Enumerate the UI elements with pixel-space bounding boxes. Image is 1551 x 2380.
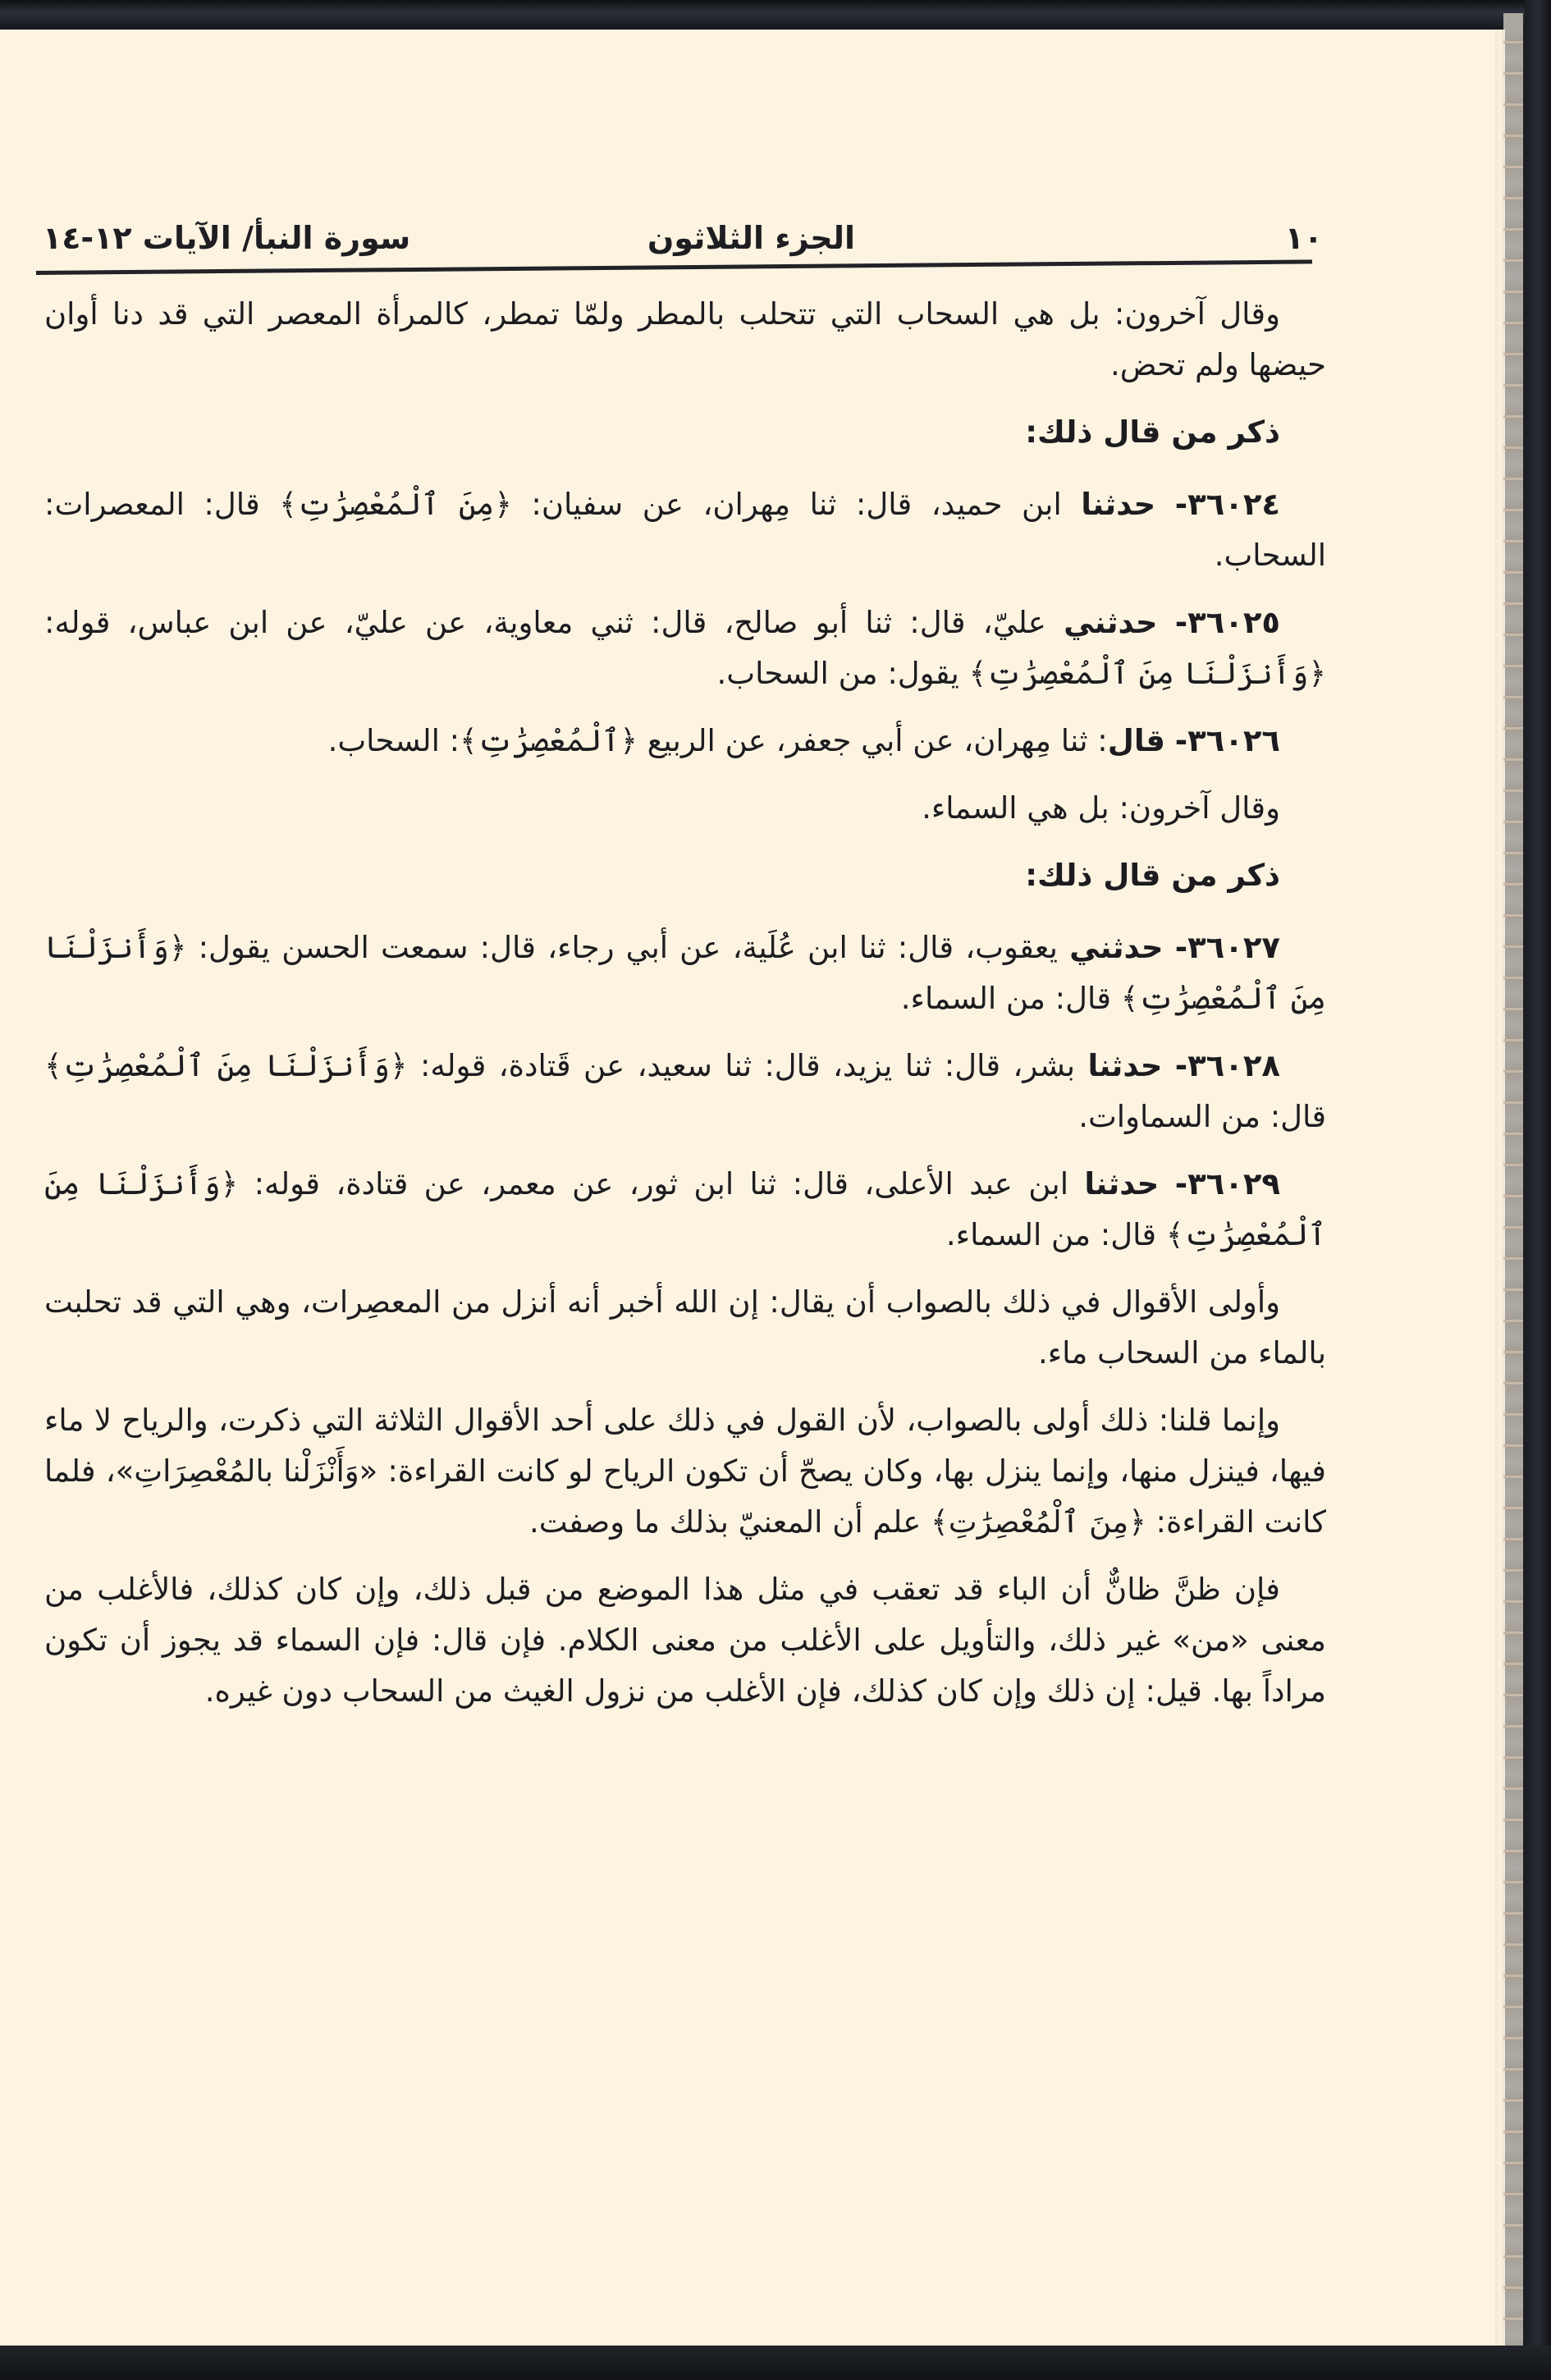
- narration-lead: حدثني: [1064, 605, 1158, 640]
- quran-quote: ﴿وَأَنزَلْنَا مِنَ ٱلْمُعْصِرَٰتِ﴾: [44, 930, 1326, 1016]
- section-heading: ذكر من قال ذلك:: [1025, 858, 1280, 893]
- narration-36026: ٣٦٠٢٦- قال: ثنا مِهران، عن أبي جعفر، عن الربيع ﴿ٱلْمُعْصِرَٰتِ﴾: السحاب.: [327, 723, 1280, 758]
- page-body: [44, 289, 1326, 1733]
- quran-quote: ﴿ٱلْمُعْصِرَٰتِ﴾: [460, 723, 638, 758]
- page-number: ١٠: [1284, 220, 1323, 256]
- narration-36029: ٣٦٠٢٩- حدثنا ابن عبد الأعلى، قال: ثنا ابن ثور، عن معمر، عن قتادة، قوله: ﴿وَأَنزَلْنَا مِنَ ٱلْمُعْصِرَٰتِ﴾ قال: من السماء.: [44, 1166, 1326, 1252]
- narration-lead: حدثنا: [1087, 1048, 1163, 1083]
- paragraph-objection: فإن ظنَّ ظانٌّ أن الباء قد تعقب في مثل هذا الموضع من قبل ذلك، وإن كان كذلك، فالأغلب من معنى «من» غير ذلك، والتأويل على الأغلب من معنى الكلام. فإن قال: فإن السماء قد يجوز أن تكون مراداً بها. قيل: إن ذلك وإن كان كذلك، فإن الأغلب من نزول الغيث من السحاب دون غيره.: [44, 1572, 1326, 1709]
- narration-number: ٣٦٠٢٦-: [1174, 723, 1280, 758]
- narration-number: ٣٦٠٢٧-: [1174, 930, 1280, 965]
- narration-lead: حدثني: [1069, 930, 1164, 965]
- quran-quote: ﴿مِنَ ٱلْمُعْصِرَٰتِ﴾: [279, 487, 512, 522]
- quran-quote: ﴿وَأَنزَلْنَا مِنَ ٱلْمُعْصِرَٰتِ﴾: [968, 656, 1326, 691]
- quran-quote: ﴿وَأَنزَلْنَا مِنَ ٱلْمُعْصِرَٰتِ﴾: [44, 1048, 408, 1083]
- narration-number: ٣٦٠٢٨-: [1174, 1048, 1280, 1083]
- quran-quote: ﴿وَأَنزَلْنَا مِنَ ٱلْمُعْصِرَٰتِ﴾: [44, 1166, 1326, 1252]
- narration-number: ٣٦٠٢٤-: [1174, 487, 1280, 522]
- paragraph-other-opinion-clouds: وقال آخرون: بل هي السحاب التي تتحلب بالمطر ولمّا تمطر، كالمرأة المعصر التي قد دنا أوان حيضها ولم تحض.: [44, 296, 1326, 382]
- narration-number: ٣٦٠٢٩-: [1174, 1166, 1280, 1201]
- section-heading: ذكر من قال ذلك:: [1025, 414, 1280, 450]
- narration-lead: قال: [1107, 723, 1165, 758]
- narration-number: ٣٦٠٢٥-: [1174, 605, 1280, 640]
- paragraph-reasoning: وإنما قلنا: ذلك أولى بالصواب، لأن القول في ذلك على أحد الأقوال الثلاثة التي ذكرت، والرياح لا ماء فيها، فينزل منها، وإنما ينزل بها، وكان يصحّ أن تكون الرياح لو كانت القراءة: «وَأَنْزَلْنا بالمُعْصِرَاتِ»، فلما كانت القراءة: ﴿مِنَ ٱلْمُعْصِرَٰتِ﴾ علم أن المعنيّ بذلك ما وصفت.: [44, 1403, 1326, 1540]
- narration-lead: حدثنا: [1084, 1166, 1160, 1201]
- paragraph-other-opinion-sky: وقال آخرون: بل هي السماء.: [922, 790, 1280, 826]
- book-cover-right: [1525, 0, 1551, 2380]
- narration-36027: ٣٦٠٢٧- حدثني يعقوب، قال: ثنا ابن عُلَية، عن أبي رجاء، قال: سمعت الحسن يقول: ﴿وَأَنزَلْنَا مِنَ ٱلْمُعْصِرَٰتِ﴾ قال: من السماء.: [44, 930, 1326, 1016]
- narration-36024: ٣٦٠٢٤- حدثنا ابن حميد، قال: ثنا مِهران، عن سفيان: ﴿مِنَ ٱلْمُعْصِرَٰتِ﴾ قال: المعصرات: السحاب.: [44, 487, 1326, 573]
- narration-36025: ٣٦٠٢٥- حدثني عليّ، قال: ثنا أبو صالح، قال: ثني معاوية، عن عليّ، عن ابن عباس، قوله: ﴿وَأَنزَلْنَا مِنَ ٱلْمُعْصِرَٰتِ﴾ يقول: من السحاب.: [44, 605, 1326, 691]
- narration-lead: حدثنا: [1081, 487, 1156, 522]
- paragraph-preferred-opinion: وأولى الأقوال في ذلك بالصواب أن يقال: إن الله أخبر أنه أنزل من المعصِرات، وهي التي قد تحلبت بالماء من السحاب ماء.: [44, 1284, 1326, 1371]
- surah-verses: سورة النبأ/ الآيات ١٢-١٤: [43, 220, 411, 256]
- binding-rings: [1503, 13, 1523, 2346]
- juz-title: الجزء الثلاثون: [647, 220, 855, 256]
- narration-36028: ٣٦٠٢٨- حدثنا بشر، قال: ثنا يزيد، قال: ثنا سعيد، عن قَتادة، قوله: ﴿وَأَنزَلْنَا مِنَ ٱلْمُعْصِرَٰتِ﴾ قال: من السماوات.: [44, 1048, 1326, 1134]
- book-cover-top: [0, 0, 1551, 30]
- book-cover-bottom: [0, 2346, 1551, 2380]
